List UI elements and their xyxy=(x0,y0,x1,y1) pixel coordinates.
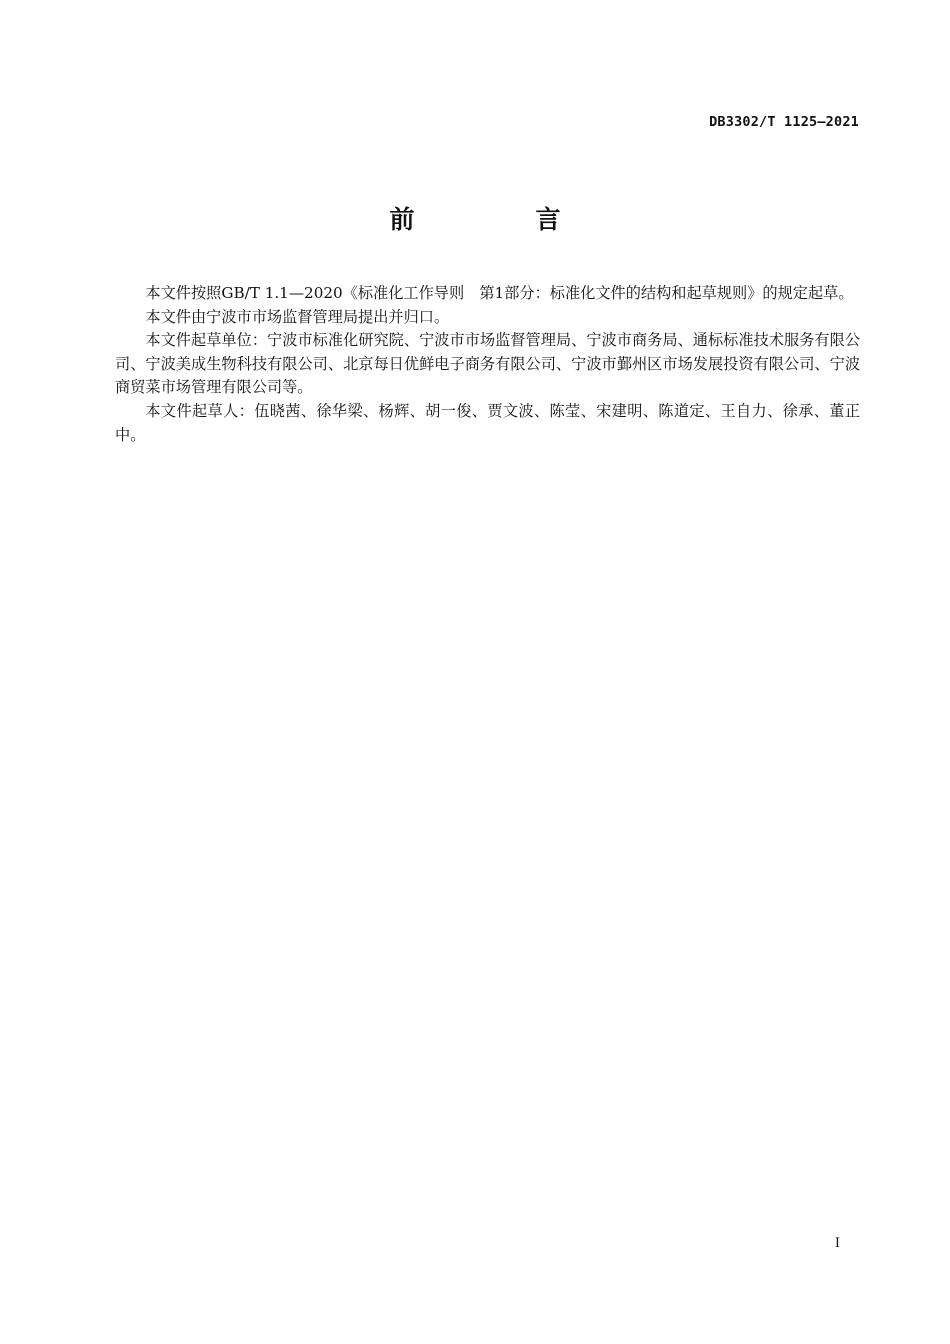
page-number: I xyxy=(834,1236,840,1251)
paragraph-proposer: 本文件由宁波市市场监督管理局提出并归口。 xyxy=(145,307,450,326)
page-title: 前 言 xyxy=(389,205,609,234)
paragraph-drafting-basis: 本文件按照GB/T 1.1—2020《标准化工作导则 第1部分：标准化文件的结构和起草规则》的规定起草。 xyxy=(145,284,854,302)
foreword-body xyxy=(115,282,860,447)
paragraph-drafting-units: 本文件起草单位：宁波市标准化研究院、宁波市市场监督管理局、宁波市商务局、通标标准技术服务有限公司、宁波美成生物科技有限公司、北京每日优鲜电子商务有限公司、宁波市鄞州区市场发展投资有限公司、宁波商贸菜市场管理有限公司等。 xyxy=(115,331,860,397)
document-code: DB3302/T 1125—2021 xyxy=(709,114,859,130)
paragraph-drafters: 本文件起草人：伍晓茜、徐华梁、杨辉、胡一俊、贾文波、陈莹、宋建明、陈道定、王自力、徐承、董正中。 xyxy=(115,401,860,444)
